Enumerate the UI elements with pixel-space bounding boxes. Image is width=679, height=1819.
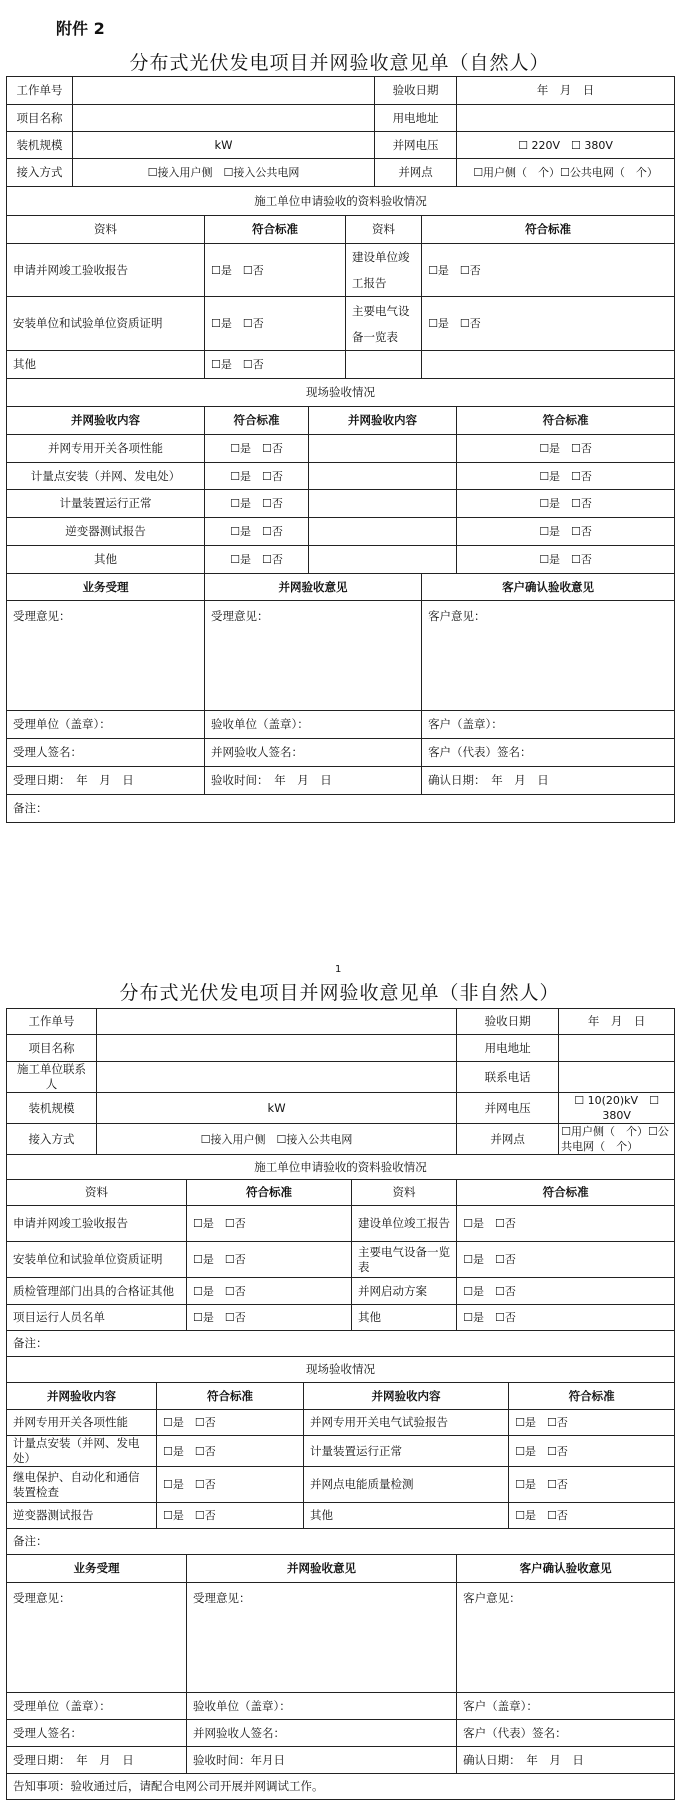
col-doc: 资料 bbox=[352, 1180, 457, 1206]
customer-seal[interactable]: 客户（盖章）： bbox=[457, 1693, 675, 1720]
empty-cell bbox=[422, 351, 675, 379]
doc-item: 质检管理部门出具的合格证其他 bbox=[7, 1278, 187, 1305]
yes-no-checkbox[interactable]: ☐是 ☐否 bbox=[422, 297, 675, 351]
yes-no-checkbox[interactable]: ☐是 ☐否 bbox=[157, 1410, 304, 1436]
col-conform: 符合标准 bbox=[205, 407, 309, 435]
site-section-header: 现场验收情况 bbox=[7, 379, 675, 407]
col-doc: 资料 bbox=[7, 216, 205, 244]
col-content: 并网验收内容 bbox=[7, 1383, 157, 1410]
empty-cell bbox=[346, 351, 422, 379]
doc-item: 建设单位竣工报告 bbox=[346, 244, 422, 297]
doc-item: 安装单位和试验单位资质证明 bbox=[7, 1242, 187, 1278]
yes-no-checkbox[interactable]: ☐是 ☐否 bbox=[205, 351, 346, 379]
yes-no-checkbox[interactable]: ☐是 ☐否 bbox=[205, 546, 309, 574]
yes-no-checkbox[interactable]: ☐是 ☐否 bbox=[205, 435, 309, 463]
site-item: 并网专用开关各项性能 bbox=[7, 1410, 157, 1436]
grid-opinion-field[interactable]: 受理意见： bbox=[187, 1583, 457, 1693]
access-mode-checkboxes[interactable]: ☐接入用户侧 ☐接入公共电网 bbox=[73, 159, 375, 187]
project-name-field[interactable] bbox=[73, 105, 375, 132]
yes-no-checkbox[interactable]: ☐是 ☐否 bbox=[457, 1305, 675, 1331]
yes-no-checkbox[interactable]: ☐是 ☐否 bbox=[187, 1206, 352, 1242]
yes-no-checkbox[interactable]: ☐是 ☐否 bbox=[205, 463, 309, 490]
check-unit[interactable]: 验收单位（盖章）： bbox=[187, 1693, 457, 1720]
voltage-checkboxes[interactable]: ☐ 10(20)kV ☐ 380V bbox=[559, 1093, 675, 1124]
doc-item: 建设单位竣工报告 bbox=[352, 1206, 457, 1242]
doc-item: 安装单位和试验单位资质证明 bbox=[7, 297, 205, 351]
site-item-right bbox=[309, 490, 457, 518]
customer-opinion-field[interactable]: 客户意见： bbox=[457, 1583, 675, 1693]
accept-unit[interactable]: 受理单位（盖章）： bbox=[7, 1693, 187, 1720]
work-order-field[interactable] bbox=[73, 77, 375, 105]
col-grid-opinion: 并网验收意见 bbox=[205, 574, 422, 601]
col-doc: 资料 bbox=[7, 1180, 187, 1206]
work-order-label: 工作单号 bbox=[7, 77, 73, 105]
project-name-label: 项目名称 bbox=[7, 1035, 97, 1062]
checker-sign[interactable]: 并网验收人签名： bbox=[205, 739, 422, 767]
site-item: 计量装置运行正常 bbox=[304, 1436, 509, 1467]
check-unit[interactable]: 验收单位（盖章）： bbox=[205, 711, 422, 739]
capacity-field[interactable]: kW bbox=[73, 132, 375, 159]
contact-person-label: 施工单位联系人 bbox=[7, 1062, 97, 1093]
doc-item: 项目运行人员名单 bbox=[7, 1305, 187, 1331]
acceptor-sign[interactable]: 受理人签名： bbox=[7, 1720, 187, 1747]
project-name-label: 项目名称 bbox=[7, 105, 73, 132]
yes-no-checkbox[interactable]: ☐是 ☐否 bbox=[457, 1242, 675, 1278]
notice: 告知事项：验收通过后，请配合电网公司开展并网调试工作。 bbox=[7, 1774, 675, 1800]
yes-no-checkbox[interactable]: ☐是 ☐否 bbox=[457, 490, 675, 518]
site-section-header: 现场验收情况 bbox=[7, 1357, 675, 1383]
access-mode-label: 接入方式 bbox=[7, 159, 73, 187]
grid-point-label: 并网点 bbox=[457, 1124, 559, 1155]
col-business: 业务受理 bbox=[7, 1555, 187, 1583]
customer-seal[interactable]: 客户（盖章）： bbox=[422, 711, 675, 739]
yes-no-checkbox[interactable]: ☐是 ☐否 bbox=[157, 1436, 304, 1467]
confirm-date[interactable]: 确认日期： 年 月 日 bbox=[457, 1747, 675, 1774]
col-conform: 符合标准 bbox=[205, 216, 346, 244]
power-address-field[interactable] bbox=[559, 1035, 675, 1062]
work-order-field[interactable] bbox=[97, 1009, 457, 1035]
doc-item: 其他 bbox=[352, 1305, 457, 1331]
accept-opinion-field[interactable]: 受理意见： bbox=[7, 601, 205, 711]
col-content: 并网验收内容 bbox=[309, 407, 457, 435]
customer-sign[interactable]: 客户（代表）签名： bbox=[457, 1720, 675, 1747]
remark-field[interactable]: 备注： bbox=[7, 1331, 675, 1357]
form2-table bbox=[6, 1008, 675, 1800]
yes-no-checkbox[interactable]: ☐是 ☐否 bbox=[457, 1278, 675, 1305]
yes-no-checkbox[interactable]: ☐是 ☐否 bbox=[457, 435, 675, 463]
col-business: 业务受理 bbox=[7, 574, 205, 601]
site-item: 并网点电能质量检测 bbox=[304, 1467, 509, 1503]
doc-section-header: 施工单位申请验收的资料验收情况 bbox=[7, 187, 675, 216]
yes-no-checkbox[interactable]: ☐是 ☐否 bbox=[457, 518, 675, 546]
site-item-right bbox=[309, 546, 457, 574]
acceptor-sign[interactable]: 受理人签名： bbox=[7, 739, 205, 767]
accept-opinion-field[interactable]: 受理意见： bbox=[7, 1583, 187, 1693]
col-doc: 资料 bbox=[346, 216, 422, 244]
customer-sign[interactable]: 客户（代表）签名： bbox=[422, 739, 675, 767]
site-item: 逆变器测试报告 bbox=[7, 518, 205, 546]
col-customer: 客户确认验收意见 bbox=[457, 1555, 675, 1583]
yes-no-checkbox[interactable]: ☐是 ☐否 bbox=[157, 1467, 304, 1503]
remark-field[interactable]: 备注： bbox=[7, 1529, 675, 1555]
site-item-right bbox=[309, 518, 457, 546]
attachment-label: 附件 2 bbox=[56, 19, 105, 38]
site-item: 并网专用开关电气试验报告 bbox=[304, 1410, 509, 1436]
grid-opinion-field[interactable]: 受理意见： bbox=[205, 601, 422, 711]
customer-opinion-field[interactable]: 客户意见： bbox=[422, 601, 675, 711]
doc-item: 并网启动方案 bbox=[352, 1278, 457, 1305]
accept-date-label: 验收日期 bbox=[375, 77, 457, 105]
col-conform: 符合标准 bbox=[422, 216, 675, 244]
col-conform: 符合标准 bbox=[157, 1383, 304, 1410]
grid-point-label: 并网点 bbox=[375, 159, 457, 187]
accept-date[interactable]: 受理日期： 年 月 日 bbox=[7, 1747, 187, 1774]
power-address-field[interactable] bbox=[457, 105, 675, 132]
form1-title: 分布式光伏发电项目并网验收意见单（自然人） bbox=[129, 52, 550, 74]
col-conform: 符合标准 bbox=[187, 1180, 352, 1206]
project-name-field[interactable] bbox=[97, 1035, 457, 1062]
grid-point-checkboxes[interactable]: ☐用户侧（ 个）☐公共电网（ 个） bbox=[559, 1124, 675, 1155]
col-conform: 符合标准 bbox=[457, 1180, 675, 1206]
yes-no-checkbox[interactable]: ☐是 ☐否 bbox=[205, 490, 309, 518]
site-item: 计量点安装（并网、发电处） bbox=[7, 1436, 157, 1467]
capacity-field[interactable]: kW bbox=[97, 1093, 457, 1124]
form1-table bbox=[6, 76, 675, 823]
doc-section-header: 施工单位申请验收的资料验收情况 bbox=[7, 1155, 675, 1180]
capacity-label: 装机规模 bbox=[7, 132, 73, 159]
doc-item: 其他 bbox=[7, 351, 205, 379]
yes-no-checkbox[interactable]: ☐是 ☐否 bbox=[205, 244, 346, 297]
yes-no-checkbox[interactable]: ☐是 ☐否 bbox=[422, 244, 675, 297]
accept-date-label: 验收日期 bbox=[457, 1009, 559, 1035]
yes-no-checkbox[interactable]: ☐是 ☐否 bbox=[457, 463, 675, 490]
checker-sign[interactable]: 并网验收人签名： bbox=[187, 1720, 457, 1747]
yes-no-checkbox[interactable]: ☐是 ☐否 bbox=[509, 1410, 675, 1436]
yes-no-checkbox[interactable]: ☐是 ☐否 bbox=[509, 1436, 675, 1467]
grid-point-checkboxes[interactable]: ☐用户侧（ 个）☐公共电网（ 个） bbox=[457, 159, 675, 187]
doc-item: 主要电气设备一览表 bbox=[352, 1242, 457, 1278]
yes-no-checkbox[interactable]: ☐是 ☐否 bbox=[157, 1503, 304, 1529]
voltage-checkboxes[interactable]: ☐ 220V ☐ 380V bbox=[457, 132, 675, 159]
col-conform: 符合标准 bbox=[457, 407, 675, 435]
page-number: 1 bbox=[335, 964, 342, 975]
site-item: 其他 bbox=[304, 1503, 509, 1529]
confirm-date[interactable]: 确认日期： 年 月 日 bbox=[422, 767, 675, 795]
access-mode-label: 接入方式 bbox=[7, 1124, 97, 1155]
power-address-label: 用电地址 bbox=[457, 1035, 559, 1062]
yes-no-checkbox[interactable]: ☐是 ☐否 bbox=[509, 1467, 675, 1503]
grid-voltage-label: 并网电压 bbox=[375, 132, 457, 159]
accept-date[interactable]: 受理日期： 年 月 日 bbox=[7, 767, 205, 795]
check-time[interactable]: 验收时间： 年 月 日 bbox=[205, 767, 422, 795]
remark-field[interactable]: 备注： bbox=[7, 795, 675, 823]
capacity-label: 装机规模 bbox=[7, 1093, 97, 1124]
col-customer: 客户确认验收意见 bbox=[422, 574, 675, 601]
accept-date-field[interactable]: 年 月 日 bbox=[559, 1009, 675, 1035]
power-address-label: 用电地址 bbox=[375, 105, 457, 132]
grid-voltage-label: 并网电压 bbox=[457, 1093, 559, 1124]
doc-item: 主要电气设备一览表 bbox=[346, 297, 422, 351]
site-item: 继电保护、自动化和通信装置检查 bbox=[7, 1467, 157, 1503]
site-item: 并网专用开关各项性能 bbox=[7, 435, 205, 463]
site-item-right bbox=[309, 463, 457, 490]
yes-no-checkbox[interactable]: ☐是 ☐否 bbox=[205, 297, 346, 351]
contact-phone-label: 联系电话 bbox=[457, 1062, 559, 1093]
access-mode-checkboxes[interactable]: ☐接入用户侧 ☐接入公共电网 bbox=[97, 1124, 457, 1155]
site-item: 逆变器测试报告 bbox=[7, 1503, 157, 1529]
col-conform: 符合标准 bbox=[509, 1383, 675, 1410]
accept-date-field[interactable]: 年 月 日 bbox=[457, 77, 675, 105]
yes-no-checkbox[interactable]: ☐是 ☐否 bbox=[205, 518, 309, 546]
doc-item: 申请并网竣工验收报告 bbox=[7, 1206, 187, 1242]
contact-phone-field[interactable] bbox=[559, 1062, 675, 1093]
yes-no-checkbox[interactable]: ☐是 ☐否 bbox=[509, 1503, 675, 1529]
yes-no-checkbox[interactable]: ☐是 ☐否 bbox=[187, 1242, 352, 1278]
site-item: 其他 bbox=[7, 546, 205, 574]
col-content: 并网验收内容 bbox=[7, 407, 205, 435]
site-item: 计量装置运行正常 bbox=[7, 490, 205, 518]
yes-no-checkbox[interactable]: ☐是 ☐否 bbox=[457, 1206, 675, 1242]
col-content: 并网验收内容 bbox=[304, 1383, 509, 1410]
contact-person-field[interactable] bbox=[97, 1062, 457, 1093]
doc-item: 申请并网竣工验收报告 bbox=[7, 244, 205, 297]
yes-no-checkbox[interactable]: ☐是 ☐否 bbox=[187, 1305, 352, 1331]
site-item: 计量点安装（并网、发电处） bbox=[7, 463, 205, 490]
form2-title: 分布式光伏发电项目并网验收意见单（非自然人） bbox=[119, 982, 560, 1004]
check-time[interactable]: 验收时间：年月日 bbox=[187, 1747, 457, 1774]
yes-no-checkbox[interactable]: ☐是 ☐否 bbox=[187, 1278, 352, 1305]
yes-no-checkbox[interactable]: ☐是 ☐否 bbox=[457, 546, 675, 574]
col-grid-opinion: 并网验收意见 bbox=[187, 1555, 457, 1583]
accept-unit[interactable]: 受理单位（盖章）： bbox=[7, 711, 205, 739]
work-order-label: 工作单号 bbox=[7, 1009, 97, 1035]
site-item-right bbox=[309, 435, 457, 463]
